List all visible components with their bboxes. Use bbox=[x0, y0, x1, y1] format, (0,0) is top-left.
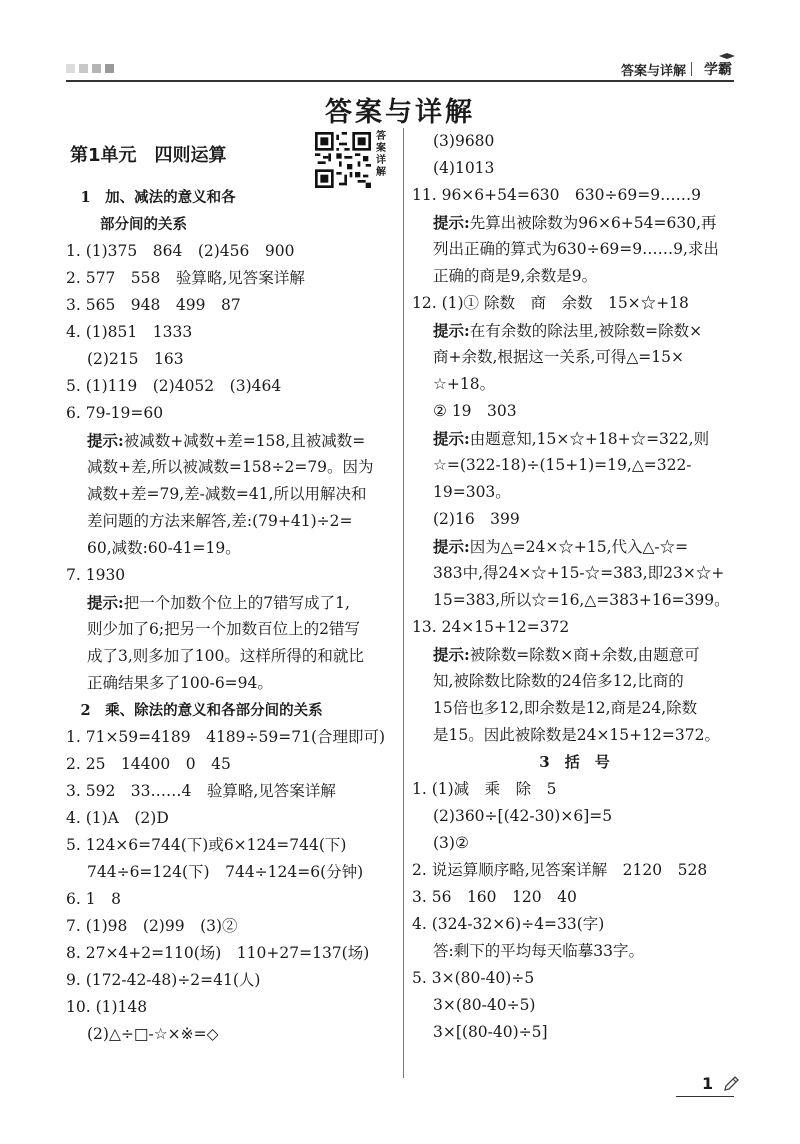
answer-line: 8. 27×4+2=110(场) 110+27=137(场) bbox=[66, 944, 370, 962]
answer-continuation: ② 19 303 bbox=[433, 402, 517, 420]
header-divider bbox=[691, 62, 692, 76]
header-title: 答案与详解 bbox=[620, 64, 686, 79]
hint-line bbox=[412, 425, 737, 452]
hint-line bbox=[412, 317, 737, 344]
answer-line: 10. (1)148 bbox=[66, 998, 148, 1016]
answer-continuation: 是15。因此被除数是24×15+12=372。 bbox=[433, 726, 720, 744]
answer-continuation: (2)360÷[(42-30)×6]=5 bbox=[433, 807, 613, 825]
section-heading: 1 加、减法的意义和各 bbox=[66, 189, 236, 206]
hint-label: 提示: bbox=[433, 321, 470, 340]
header-rule bbox=[66, 80, 734, 82]
qr-label: 答案详解 bbox=[376, 131, 386, 178]
answer-line: 1. (1)375 864 (2)456 900 bbox=[66, 242, 295, 260]
page-title: 答案与详解 bbox=[325, 97, 475, 128]
column-divider bbox=[403, 128, 404, 1078]
answer-continuation: 差问题的方法来解答,差:(79+41)÷2= bbox=[87, 512, 353, 530]
hint-text: 在有余数的除法里,被除数=除数× bbox=[469, 322, 703, 340]
answer-continuation: 744÷6=124(下) 744÷124=6(分钟) bbox=[87, 863, 364, 881]
answer-line: 5. 3×(80-40)÷5 bbox=[412, 969, 535, 987]
answer-continuation: 知,被除数比除数的24倍多12,比商的 bbox=[433, 672, 684, 690]
answer-line: 1. (1)减 乘 除 5 bbox=[412, 780, 557, 798]
hint-text: 因为△=24×☆+15,代入△-☆= bbox=[469, 538, 689, 556]
hint-line bbox=[66, 589, 396, 616]
answer-continuation: 则少加了6;把另一个加数百位上的2错写 bbox=[87, 620, 360, 638]
hint-label: 提示: bbox=[433, 213, 470, 232]
answer-continuation: (2)16 399 bbox=[433, 510, 520, 528]
hint-label: 提示: bbox=[87, 593, 124, 612]
answer-line: 4. (1)851 1333 bbox=[66, 323, 193, 341]
answer-continuation: 减数+差=79,差-减数=41,所以用解决和 bbox=[87, 485, 367, 503]
hint-line bbox=[66, 427, 396, 454]
answer-line: 4. (324-32×6)÷4=33(字) bbox=[412, 915, 605, 933]
answer-line: 6. 79-19=60 bbox=[66, 404, 164, 422]
hint-label: 提示: bbox=[87, 431, 124, 450]
answer-continuation: 19=303。 bbox=[433, 483, 511, 501]
answer-continuation: 减数+差,所以被减数=158÷2=79。因为 bbox=[87, 458, 374, 476]
answer-continuation: 3×(80-40÷5) bbox=[433, 996, 536, 1014]
answer-continuation: (2)△÷□-☆×※=◇ bbox=[87, 1025, 219, 1043]
hint-label: 提示: bbox=[433, 537, 470, 556]
answer-line: 2. 说运算顺序略,见答案详解 2120 528 bbox=[412, 861, 708, 879]
page-header bbox=[66, 60, 734, 82]
section-heading: 3 括 号 bbox=[539, 753, 610, 771]
right-column bbox=[412, 128, 737, 1046]
answer-continuation: ☆+18。 bbox=[433, 375, 496, 393]
answer-line: 3. 592 33……4 验算略,见答案详解 bbox=[66, 782, 336, 800]
answer-line: 3. 565 948 499 87 bbox=[66, 296, 241, 314]
answer-continuation: 列出正确的算式为630÷69=9……9,求出 bbox=[433, 240, 719, 258]
answer-continuation: (4)1013 bbox=[433, 159, 495, 177]
hint-text: 被除数=除数×商+余数,由题意可 bbox=[469, 646, 700, 664]
answer-continuation: 383中,得24×☆+15-☆=383,即23×☆+ bbox=[433, 564, 725, 582]
hint-label: 提示: bbox=[433, 645, 470, 664]
answer-line: 2. 25 14400 0 45 bbox=[66, 755, 231, 773]
answer-line: 7. (1)98 (2)99 (3)② bbox=[66, 917, 238, 935]
answer-line: 4. (1)A (2)D bbox=[66, 809, 169, 827]
left-column bbox=[66, 184, 396, 1048]
answer-continuation: 成了3,则多加了100。这样所得的和就比 bbox=[87, 647, 364, 665]
hint-text: 先算出被除数为96×6+54=630,再 bbox=[469, 214, 717, 232]
graduation-cap-icon bbox=[718, 52, 736, 60]
answer-line: 13. 24×15+12=372 bbox=[412, 618, 570, 636]
qr-code-icon[interactable] bbox=[315, 132, 371, 188]
answer-continuation: (3)9680 bbox=[433, 132, 495, 150]
answer-continuation: 商+余数,根据这一关系,可得△=15× bbox=[433, 348, 684, 366]
answer-line: 12. (1)① 除数 商 余数 15×☆+18 bbox=[412, 294, 689, 312]
answer-line: 5. (1)119 (2)4052 (3)464 bbox=[66, 377, 282, 395]
answer-line: 2. 577 558 验算略,见答案详解 bbox=[66, 269, 305, 287]
answer-continuation: 正确的商是9,余数是9。 bbox=[433, 267, 598, 285]
answer-line: 7. 1930 bbox=[66, 566, 126, 584]
header-brand: 学霸 bbox=[704, 62, 732, 78]
header-decoration bbox=[66, 64, 114, 73]
answer-line: 9. (172-42-48)÷2=41(人) bbox=[66, 971, 261, 989]
hint-label: 提示: bbox=[433, 429, 470, 448]
answer-continuation: 正确结果多了100-6=94。 bbox=[87, 674, 273, 692]
answer-continuation: 60,减数:60-41=19。 bbox=[87, 539, 241, 557]
answer-continuation: (3)② bbox=[433, 834, 469, 852]
hint-line bbox=[412, 209, 737, 236]
section-heading: 部分间的关系 bbox=[66, 216, 188, 233]
hint-line bbox=[412, 641, 737, 668]
answer-line: 11. 96×6+54=630 630÷69=9……9 bbox=[412, 186, 701, 204]
answer-continuation: 15=383,所以☆=16,△=383+16=399。 bbox=[433, 591, 730, 609]
answer-line: 5. 124×6=744(下)或6×124=744(下) bbox=[66, 836, 347, 854]
answer-line: 3. 56 160 120 40 bbox=[412, 888, 577, 906]
hint-text: 由题意知,15×☆+18+☆=322,则 bbox=[469, 430, 710, 448]
footer-rule bbox=[676, 1096, 734, 1097]
answer-continuation: (2)215 163 bbox=[87, 350, 184, 368]
answer-continuation: 3×[(80-40)÷5] bbox=[433, 1023, 548, 1041]
section-heading: 2 乘、除法的意义和各部分间的关系 bbox=[66, 702, 323, 719]
page-number: 1 bbox=[702, 1074, 714, 1093]
answer-continuation: 15倍也多12,即余数是12,商是24,除数 bbox=[433, 699, 698, 717]
hint-text: 把一个加数个位上的7错写成了1, bbox=[123, 594, 350, 612]
unit-title: 第1单元 四则运算 bbox=[70, 145, 227, 166]
pencil-icon bbox=[722, 1075, 740, 1093]
answer-line: 1. 71×59=4189 4189÷59=71(合理即可) bbox=[66, 728, 386, 746]
answer-continuation: ☆=(322-18)÷(15+1)=19,△=322- bbox=[433, 456, 692, 474]
hint-line bbox=[412, 533, 737, 560]
answer-continuation: 答:剩下的平均每天临摹33字。 bbox=[433, 942, 644, 960]
answer-line: 6. 1 8 bbox=[66, 890, 121, 908]
hint-text: 被减数+减数+差=158,且被减数= bbox=[123, 432, 366, 450]
